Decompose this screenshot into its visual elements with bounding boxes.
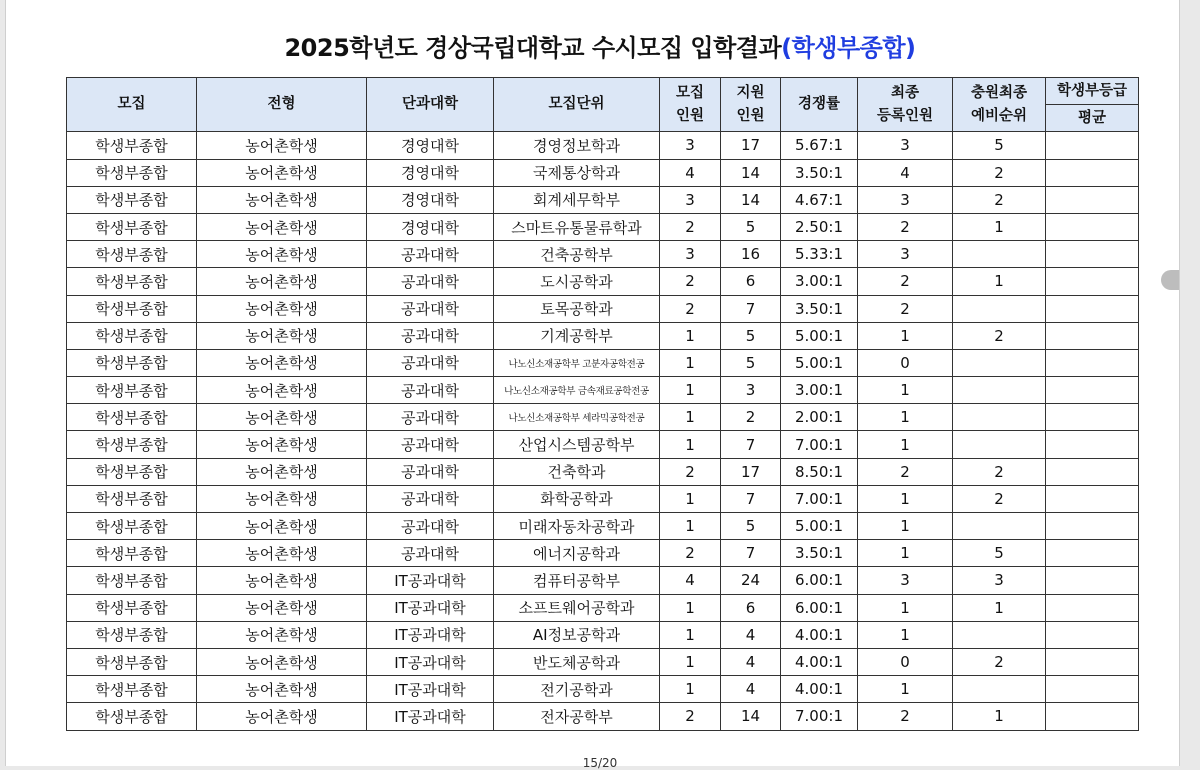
college-cell: 경영대학 <box>367 213 494 240</box>
apply-cell: 4 <box>721 621 781 648</box>
grade-cell <box>1046 159 1139 186</box>
college-cell: 공과대학 <box>367 485 494 512</box>
table-row <box>67 594 1139 621</box>
wait-cell: 1 <box>953 213 1046 240</box>
header-quota-top: 모집 <box>675 84 704 101</box>
grade-cell <box>1046 676 1139 703</box>
grade-cell <box>1046 377 1139 404</box>
grade-cell <box>1046 513 1139 540</box>
track-cell: 농어촌학생 <box>197 621 367 648</box>
college-cell: 공과대학 <box>367 268 494 295</box>
wait-cell <box>953 676 1046 703</box>
ratio-cell: 3.50:1 <box>781 159 858 186</box>
quota-cell: 4 <box>660 159 721 186</box>
header-wait-bottom: 예비순위 <box>970 107 1028 124</box>
quota-cell: 3 <box>660 186 721 213</box>
grade-cell <box>1046 594 1139 621</box>
wait-cell: 5 <box>953 540 1046 567</box>
track-cell: 농어촌학생 <box>197 377 367 404</box>
college-cell: 공과대학 <box>367 295 494 322</box>
title-highlight: (학생부종합) <box>781 34 916 62</box>
wait-cell <box>953 404 1046 431</box>
unit-cell: 경영정보학과 <box>494 132 660 159</box>
apply-cell: 3 <box>721 377 781 404</box>
ratio-cell: 5.00:1 <box>781 513 858 540</box>
final-cell: 2 <box>858 268 953 295</box>
recruit-cell: 학생부종합 <box>67 567 197 594</box>
final-cell: 2 <box>858 458 953 485</box>
grade-cell <box>1046 213 1139 240</box>
grade-cell <box>1046 648 1139 675</box>
ratio-cell: 5.00:1 <box>781 349 858 376</box>
table-row <box>67 295 1139 322</box>
table-row <box>67 322 1139 349</box>
header-ratio: 경쟁률 <box>781 78 858 132</box>
recruit-cell: 학생부종합 <box>67 540 197 567</box>
ratio-cell: 7.00:1 <box>781 703 858 730</box>
header-final <box>858 78 953 132</box>
track-cell: 농어촌학생 <box>197 268 367 295</box>
ratio-cell: 6.00:1 <box>781 594 858 621</box>
track-cell: 농어촌학생 <box>197 458 367 485</box>
unit-cell: 나노신소재공학부 세라믹공학전공 <box>494 404 660 431</box>
college-cell: 공과대학 <box>367 349 494 376</box>
wait-cell <box>953 349 1046 376</box>
final-cell: 1 <box>858 431 953 458</box>
wait-cell: 3 <box>953 567 1046 594</box>
recruit-cell: 학생부종합 <box>67 404 197 431</box>
unit-cell: 토목공학과 <box>494 295 660 322</box>
ratio-cell: 5.33:1 <box>781 241 858 268</box>
track-cell: 농어촌학생 <box>197 213 367 240</box>
apply-cell: 17 <box>721 132 781 159</box>
final-cell: 3 <box>858 132 953 159</box>
table-row <box>67 485 1139 512</box>
header-quota-bottom: 인원 <box>675 107 704 124</box>
track-cell: 농어촌학생 <box>197 159 367 186</box>
track-cell: 농어촌학생 <box>197 431 367 458</box>
grade-cell <box>1046 458 1139 485</box>
quota-cell: 2 <box>660 703 721 730</box>
title-main: 2025학년도 경상국립대학교 수시모집 입학결과 <box>284 34 782 62</box>
unit-cell: 전기공학과 <box>494 676 660 703</box>
table-row <box>67 349 1139 376</box>
table-row <box>67 241 1139 268</box>
quota-cell: 2 <box>660 540 721 567</box>
results-body <box>67 132 1139 730</box>
recruit-cell: 학생부종합 <box>67 295 197 322</box>
track-cell: 농어촌학생 <box>197 567 367 594</box>
table-row <box>67 268 1139 295</box>
final-cell: 2 <box>858 295 953 322</box>
unit-cell: 에너지공학과 <box>494 540 660 567</box>
unit-cell: 나노신소재공학부 고분자공학전공 <box>494 349 660 376</box>
apply-cell: 7 <box>721 485 781 512</box>
wait-cell: 1 <box>953 703 1046 730</box>
header-college: 단과대학 <box>367 78 494 132</box>
ratio-cell: 7.00:1 <box>781 431 858 458</box>
quota-cell: 3 <box>660 132 721 159</box>
track-cell: 농어촌학생 <box>197 540 367 567</box>
apply-cell: 17 <box>721 458 781 485</box>
grade-cell <box>1046 431 1139 458</box>
college-cell: IT공과대학 <box>367 703 494 730</box>
quota-cell: 3 <box>660 241 721 268</box>
college-cell: 공과대학 <box>367 404 494 431</box>
ratio-cell: 8.50:1 <box>781 458 858 485</box>
unit-cell: 스마트유통물류학과 <box>494 213 660 240</box>
ratio-cell: 4.00:1 <box>781 621 858 648</box>
track-cell: 농어촌학생 <box>197 513 367 540</box>
final-cell: 0 <box>858 648 953 675</box>
recruit-cell: 학생부종합 <box>67 485 197 512</box>
quota-cell: 1 <box>660 322 721 349</box>
grade-cell <box>1046 295 1139 322</box>
table-row <box>67 213 1139 240</box>
grade-cell <box>1046 703 1139 730</box>
table-row <box>67 404 1139 431</box>
ratio-cell: 3.50:1 <box>781 540 858 567</box>
final-cell: 1 <box>858 322 953 349</box>
header-track: 전형 <box>197 78 367 132</box>
unit-cell: 반도체공학과 <box>494 648 660 675</box>
header-wait <box>953 78 1046 132</box>
track-cell: 농어촌학생 <box>197 676 367 703</box>
quota-cell: 2 <box>660 213 721 240</box>
wait-cell: 1 <box>953 594 1046 621</box>
final-cell: 1 <box>858 513 953 540</box>
recruit-cell: 학생부종합 <box>67 213 197 240</box>
unit-cell: 기계공학부 <box>494 322 660 349</box>
ratio-cell: 2.50:1 <box>781 213 858 240</box>
header-apply-top: 지원 <box>736 84 765 101</box>
wait-cell <box>953 241 1046 268</box>
quota-cell: 1 <box>660 513 721 540</box>
grade-cell <box>1046 567 1139 594</box>
grade-cell <box>1046 540 1139 567</box>
header-unit: 모집단위 <box>494 78 660 132</box>
final-cell: 0 <box>858 349 953 376</box>
final-cell: 2 <box>858 213 953 240</box>
header-wait-top: 충원최종 <box>970 84 1028 101</box>
table-row <box>67 621 1139 648</box>
ratio-cell: 3.50:1 <box>781 295 858 322</box>
unit-cell: 회계세무학부 <box>494 186 660 213</box>
wait-cell: 2 <box>953 159 1046 186</box>
quota-cell: 1 <box>660 377 721 404</box>
ratio-cell: 4.00:1 <box>781 648 858 675</box>
recruit-cell: 학생부종합 <box>67 703 197 730</box>
recruit-cell: 학생부종합 <box>67 513 197 540</box>
track-cell: 농어촌학생 <box>197 404 367 431</box>
quota-cell: 1 <box>660 349 721 376</box>
apply-cell: 7 <box>721 431 781 458</box>
quota-cell: 1 <box>660 431 721 458</box>
grade-cell <box>1046 132 1139 159</box>
recruit-cell: 학생부종합 <box>67 159 197 186</box>
college-cell: IT공과대학 <box>367 594 494 621</box>
header-quota <box>660 78 721 132</box>
apply-cell: 16 <box>721 241 781 268</box>
final-cell: 1 <box>858 594 953 621</box>
apply-cell: 5 <box>721 513 781 540</box>
table-row <box>67 648 1139 675</box>
table-row <box>67 703 1139 730</box>
ratio-cell: 2.00:1 <box>781 404 858 431</box>
unit-cell: 나노신소재공학부 금속재료공학전공 <box>494 377 660 404</box>
track-cell: 농어촌학생 <box>197 349 367 376</box>
college-cell: 공과대학 <box>367 377 494 404</box>
recruit-cell: 학생부종합 <box>67 322 197 349</box>
final-cell: 2 <box>858 703 953 730</box>
page-number: 15/20 <box>582 756 618 770</box>
track-cell: 농어촌학생 <box>197 241 367 268</box>
apply-cell: 5 <box>721 349 781 376</box>
wait-cell <box>953 513 1046 540</box>
unit-cell: 도시공학과 <box>494 268 660 295</box>
apply-cell: 14 <box>721 159 781 186</box>
table-row <box>67 132 1139 159</box>
apply-cell: 6 <box>721 268 781 295</box>
page-title <box>0 28 1200 63</box>
unit-cell: 국제통상학과 <box>494 159 660 186</box>
scrollbar-thumb[interactable] <box>1161 270 1179 290</box>
apply-cell: 7 <box>721 540 781 567</box>
quota-cell: 2 <box>660 295 721 322</box>
wait-cell: 2 <box>953 458 1046 485</box>
apply-cell: 14 <box>721 703 781 730</box>
recruit-cell: 학생부종합 <box>67 621 197 648</box>
wait-cell: 2 <box>953 186 1046 213</box>
recruit-cell: 학생부종합 <box>67 268 197 295</box>
recruit-cell: 학생부종합 <box>67 458 197 485</box>
wait-cell <box>953 621 1046 648</box>
recruit-cell: 학생부종합 <box>67 594 197 621</box>
wait-cell <box>953 377 1046 404</box>
recruit-cell: 학생부종합 <box>67 186 197 213</box>
college-cell: 공과대학 <box>367 458 494 485</box>
grade-cell <box>1046 268 1139 295</box>
final-cell: 3 <box>858 241 953 268</box>
quota-cell: 2 <box>660 268 721 295</box>
grade-cell <box>1046 322 1139 349</box>
recruit-cell: 학생부종합 <box>67 377 197 404</box>
recruit-cell: 학생부종합 <box>67 349 197 376</box>
final-cell: 1 <box>858 485 953 512</box>
header-recruit: 모집 <box>67 78 197 132</box>
header-grade-bottom: 평균 <box>1046 105 1139 132</box>
ratio-cell: 5.00:1 <box>781 322 858 349</box>
college-cell: IT공과대학 <box>367 621 494 648</box>
quota-cell: 2 <box>660 458 721 485</box>
apply-cell: 4 <box>721 648 781 675</box>
quota-cell: 1 <box>660 676 721 703</box>
recruit-cell: 학생부종합 <box>67 241 197 268</box>
results-table <box>66 77 1139 731</box>
unit-cell: 컴퓨터공학부 <box>494 567 660 594</box>
grade-cell <box>1046 485 1139 512</box>
apply-cell: 4 <box>721 676 781 703</box>
header-final-top: 최종 <box>890 84 919 101</box>
unit-cell: 소프트웨어공학과 <box>494 594 660 621</box>
track-cell: 농어촌학생 <box>197 295 367 322</box>
table-row <box>67 458 1139 485</box>
quota-cell: 1 <box>660 648 721 675</box>
table-row <box>67 377 1139 404</box>
final-cell: 3 <box>858 186 953 213</box>
track-cell: 농어촌학생 <box>197 485 367 512</box>
college-cell: 공과대학 <box>367 513 494 540</box>
apply-cell: 7 <box>721 295 781 322</box>
wait-cell: 2 <box>953 322 1046 349</box>
college-cell: IT공과대학 <box>367 676 494 703</box>
final-cell: 1 <box>858 676 953 703</box>
header-apply <box>721 78 781 132</box>
table-row <box>67 540 1139 567</box>
college-cell: 경영대학 <box>367 132 494 159</box>
unit-cell: 화학공학과 <box>494 485 660 512</box>
apply-cell: 14 <box>721 186 781 213</box>
table-row <box>67 159 1139 186</box>
ratio-cell: 4.00:1 <box>781 676 858 703</box>
college-cell: 공과대학 <box>367 431 494 458</box>
ratio-cell: 4.67:1 <box>781 186 858 213</box>
track-cell: 농어촌학생 <box>197 186 367 213</box>
table-row <box>67 431 1139 458</box>
unit-cell: 전자공학부 <box>494 703 660 730</box>
unit-cell: 미래자동차공학과 <box>494 513 660 540</box>
college-cell: 공과대학 <box>367 322 494 349</box>
college-cell: IT공과대학 <box>367 648 494 675</box>
grade-cell <box>1046 349 1139 376</box>
quota-cell: 1 <box>660 404 721 431</box>
wait-cell: 2 <box>953 485 1046 512</box>
wait-cell: 5 <box>953 132 1046 159</box>
apply-cell: 24 <box>721 567 781 594</box>
college-cell: 경영대학 <box>367 159 494 186</box>
table-row <box>67 186 1139 213</box>
wait-cell <box>953 431 1046 458</box>
track-cell: 농어촌학생 <box>197 132 367 159</box>
apply-cell: 2 <box>721 404 781 431</box>
final-cell: 3 <box>858 567 953 594</box>
wait-cell: 2 <box>953 648 1046 675</box>
final-cell: 1 <box>858 621 953 648</box>
header-apply-bottom: 인원 <box>736 107 765 124</box>
grade-cell <box>1046 404 1139 431</box>
track-cell: 농어촌학생 <box>197 648 367 675</box>
quota-cell: 4 <box>660 567 721 594</box>
quota-cell: 1 <box>660 594 721 621</box>
unit-cell: 건축학과 <box>494 458 660 485</box>
apply-cell: 5 <box>721 213 781 240</box>
recruit-cell: 학생부종합 <box>67 648 197 675</box>
college-cell: 경영대학 <box>367 186 494 213</box>
recruit-cell: 학생부종합 <box>67 431 197 458</box>
table-row <box>67 567 1139 594</box>
track-cell: 농어촌학생 <box>197 703 367 730</box>
track-cell: 농어촌학생 <box>197 322 367 349</box>
unit-cell: 산업시스템공학부 <box>494 431 660 458</box>
grade-cell <box>1046 241 1139 268</box>
ratio-cell: 5.67:1 <box>781 132 858 159</box>
grade-cell <box>1046 186 1139 213</box>
quota-cell: 1 <box>660 621 721 648</box>
wait-cell: 1 <box>953 268 1046 295</box>
grade-cell <box>1046 621 1139 648</box>
table-row <box>67 676 1139 703</box>
quota-cell: 1 <box>660 485 721 512</box>
header-row <box>67 78 1139 105</box>
wait-cell <box>953 295 1046 322</box>
ratio-cell: 6.00:1 <box>781 567 858 594</box>
track-cell: 농어촌학생 <box>197 594 367 621</box>
college-cell: IT공과대학 <box>367 567 494 594</box>
ratio-cell: 3.00:1 <box>781 377 858 404</box>
final-cell: 1 <box>858 540 953 567</box>
apply-cell: 5 <box>721 322 781 349</box>
college-cell: 공과대학 <box>367 241 494 268</box>
unit-cell: 건축공학부 <box>494 241 660 268</box>
ratio-cell: 3.00:1 <box>781 268 858 295</box>
table-row <box>67 513 1139 540</box>
ratio-cell: 7.00:1 <box>781 485 858 512</box>
recruit-cell: 학생부종합 <box>67 132 197 159</box>
final-cell: 1 <box>858 377 953 404</box>
college-cell: 공과대학 <box>367 540 494 567</box>
apply-cell: 6 <box>721 594 781 621</box>
header-grade-top: 학생부등급 <box>1046 78 1139 105</box>
final-cell: 1 <box>858 404 953 431</box>
header-final-bottom: 등록인원 <box>876 107 934 124</box>
recruit-cell: 학생부종합 <box>67 676 197 703</box>
final-cell: 4 <box>858 159 953 186</box>
unit-cell: AI정보공학과 <box>494 621 660 648</box>
